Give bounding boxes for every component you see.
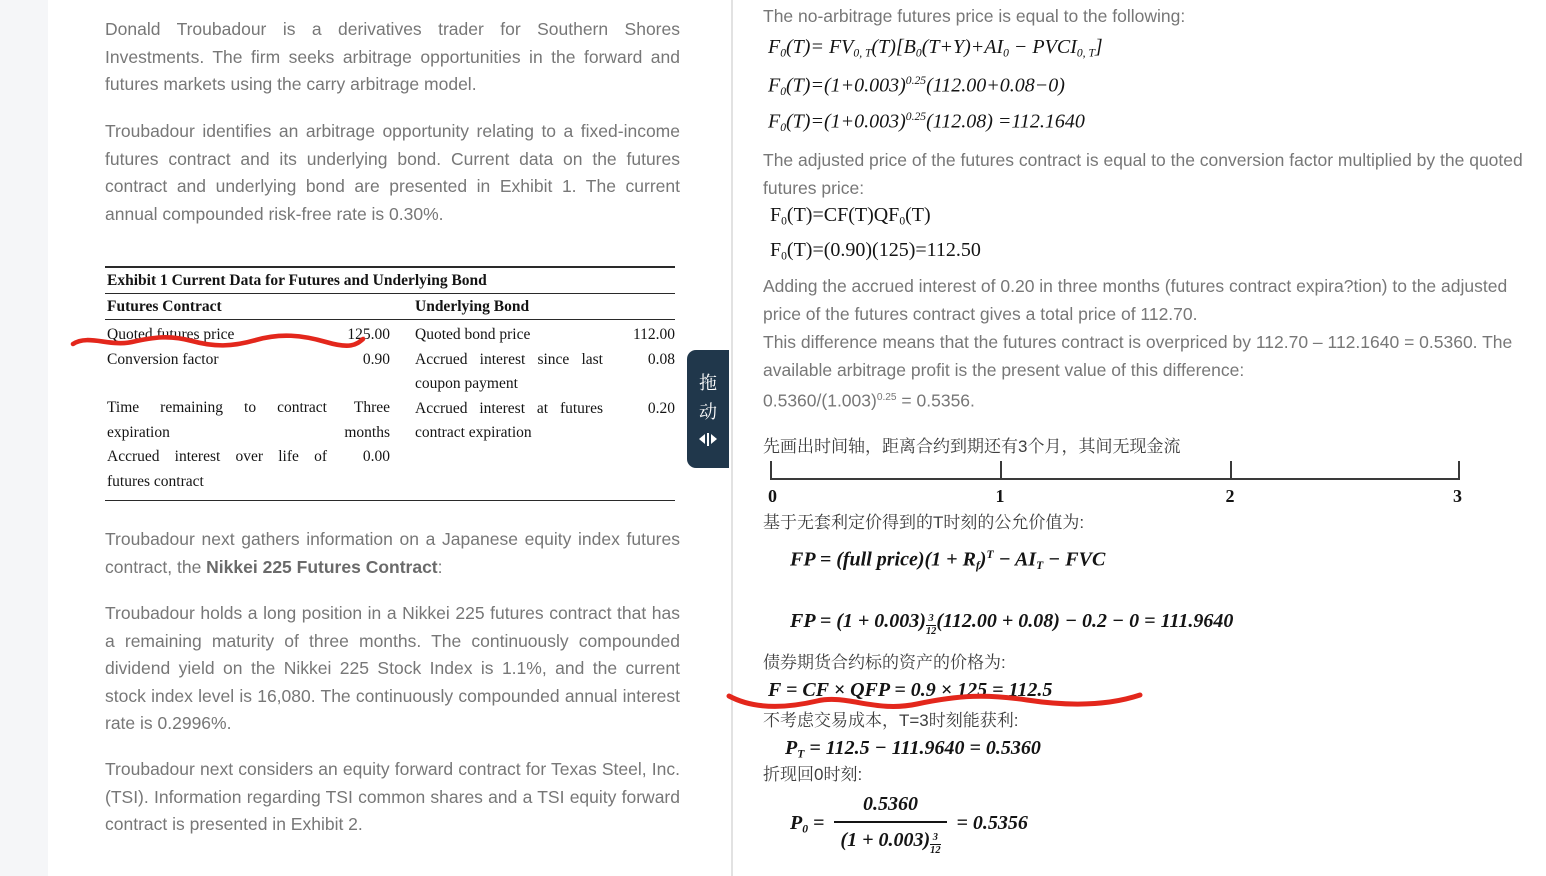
row-value: 0.08	[647, 350, 675, 368]
adjusted-price-paragraph: The adjusted price of the futures contract is equal to the conversion factor multiplied by the quoted futures price:	[763, 150, 1523, 198]
drag-handle[interactable]	[687, 350, 729, 468]
nikkei-contract-name: Nikkei 225 Futures Contract	[206, 556, 438, 577]
timeline-label: 0	[768, 486, 777, 506]
timeline-label: 2	[1225, 486, 1235, 506]
column-divider[interactable]	[731, 0, 733, 876]
paragraph-nikkei-intro	[105, 526, 680, 581]
difference-paragraph: This difference means that the futures contract is overpriced by 112.70 – 112.1640 = 0.5360. The available arbitrage profit is the present value of this difference:	[763, 332, 1513, 380]
present-value-line: $0.5360/(1.003)^{0.25} = 0.5356$.	[763, 390, 975, 411]
formula-p0-suffix: = 0.5356	[956, 812, 1028, 835]
column-header-futures: Futures Contract	[107, 298, 222, 315]
paragraph-opportunity: Troubadour identifies an arbitrage opportunity relating to a fixed-income futures contract and its underlying bond. Current data on the futures contract and underlying bond are presented in Exhibit 1. The current annual compounded risk-free rate is 0.30%.	[105, 121, 680, 224]
formula-fp-general: FP = (full price)(1 + $R_f)^T - AI_T$ − FVC	[790, 548, 1106, 572]
paragraph-nikkei-pre: Troubadour next gathers information on a Japanese equity index futures contract, the	[105, 529, 680, 577]
table-row	[415, 348, 675, 397]
timeline-label: 1	[995, 486, 1005, 506]
paragraph-tsi: Troubadour next considers an equity forward contract for Texas Steel, Inc. (TSI). Information regarding TSI common shares and a TSI equity forward contract is presented in Exhibit 2.	[105, 759, 680, 834]
adding-interest-paragraph: Adding the accrued interest of 0.20 in three months (futures contract expira?tion) to the adjusted price of the futures contract gives a total price of 112.70.	[763, 276, 1508, 324]
formula-p0-prefix: $P_0$ =	[790, 812, 825, 836]
row-label: Conversion factor	[107, 350, 219, 368]
exhibit-1-table	[105, 266, 675, 501]
table-row	[105, 348, 390, 373]
formula-noarb-general: $F_0(T)= FV_{0, T}(T)[B_0(T+Y)+AI_0$ − $PVCI_{0, T}$]	[768, 36, 1103, 60]
cn-fair-value-caption: 基于无套利定价得到的T时刻的公允价值为:	[763, 513, 1085, 532]
exhibit-body	[105, 320, 675, 500]
solution-panel	[763, 0, 1533, 876]
drag-handle-label: 动	[699, 401, 717, 422]
timeline-axis	[770, 478, 1460, 480]
no-arbitrage-intro: The no-arbitrage futures price is equal to the following:	[763, 6, 1186, 26]
formula-p0	[790, 793, 1546, 856]
cn-timeline-caption: 先画出时间轴，距离合约到期还有3个月，其间无现金流	[763, 437, 1181, 456]
row-label: Accrued interest over life of futures contract	[107, 448, 327, 490]
timeline-diagram	[770, 458, 1460, 514]
drag-handle-label: 拖	[699, 372, 717, 393]
drag-horizontal-icon	[699, 433, 717, 446]
left-margin-strip	[0, 0, 48, 876]
formula-p0-numerator: 0.5360	[862, 793, 918, 815]
row-label: Time remaining to contract expiration	[107, 399, 327, 441]
formula-fp-result: FP = (1 + 0.003) $\frac{3}{12}$ (112.00 + 0.08) − 0.2 − 0 = 111.9640	[790, 610, 1234, 637]
paragraph-nikkei-details: Troubadour holds a long position in a Nikkei 225 futures contract that has a remaining maturity of three months. The continuously compounded dividend yield on the Nikkei 225 Stock Index is 1.1%, and the current stock index level is 16,080. The continuously compounded annual interest rate is 0.2996%.	[105, 603, 680, 733]
timeline-tick	[1230, 461, 1232, 479]
table-row	[415, 323, 675, 348]
cn-no-cost-caption: 不考虑交易成本，T=3时刻能获利:	[763, 711, 1019, 730]
timeline-tick	[1458, 461, 1460, 479]
table-row	[105, 445, 390, 494]
timeline-label: 3	[1453, 486, 1462, 506]
table-row	[415, 397, 675, 446]
timeline-tick	[1000, 461, 1002, 479]
row-value: 0.20	[647, 399, 675, 417]
cn-bond-underlying-caption: 债券期货合约标的资产的价格为:	[763, 653, 1006, 672]
row-value: 0.90	[362, 350, 390, 368]
paragraph-nikkei-post: :	[437, 556, 443, 577]
table-row	[105, 323, 390, 348]
row-label: Quoted futures price	[107, 326, 235, 343]
row-label: Quoted bond price	[415, 326, 531, 343]
table-row	[105, 396, 390, 445]
timeline-tick	[770, 461, 772, 479]
formula-adjusted-general: $F_0(T)=CF(T)QF_0(T)$	[770, 204, 931, 228]
row-value: 0.00	[362, 448, 390, 465]
row-value: 112.00	[632, 326, 675, 343]
formula-pt: $P_T = 112.5 - 111.9640 = 0.5360$	[785, 737, 1041, 761]
row-label: Accrued interest since last coupon payment	[415, 350, 603, 392]
formula-cf-qfp: F = CF × QFP = 0.9 × 125 = 112.5	[768, 679, 1053, 701]
paragraph-intro: Donald Troubadour is a derivatives trader for Southern Shores Investments. The firm seeks arbitrage opportunities in the forward and futures markets using the carry arbitrage model.	[105, 19, 680, 94]
case-text-panel	[105, 0, 680, 876]
formula-p0-denominator: (1 + 0.003) $\frac{3}{12}$	[834, 821, 946, 856]
row-value: Three months	[344, 399, 390, 441]
column-header-bond: Underlying Bond	[415, 298, 530, 315]
bond-subtable	[415, 323, 675, 494]
exhibit-header-row	[105, 294, 675, 320]
formula-adjusted-result: $F_0(T)=(0.90)(125)=112.50$	[770, 239, 981, 263]
formula-noarb-result: $F_0(T)=(1+0.003)^{0.25}(112.08) =112.1640$	[768, 110, 1085, 134]
cn-discount-caption: 折现回0时刻:	[763, 765, 863, 784]
row-value: 125.00	[347, 326, 390, 343]
exhibit-title: Exhibit 1 Current Data for Futures and Underlying Bond	[105, 268, 675, 294]
row-label: Accrued interest at futures contract expiration	[415, 399, 603, 441]
formula-noarb-step: $F_0(T)=(1+0.003)^{0.25}(112.00+0.08-0)$	[768, 74, 1065, 98]
futures-subtable	[105, 323, 415, 494]
